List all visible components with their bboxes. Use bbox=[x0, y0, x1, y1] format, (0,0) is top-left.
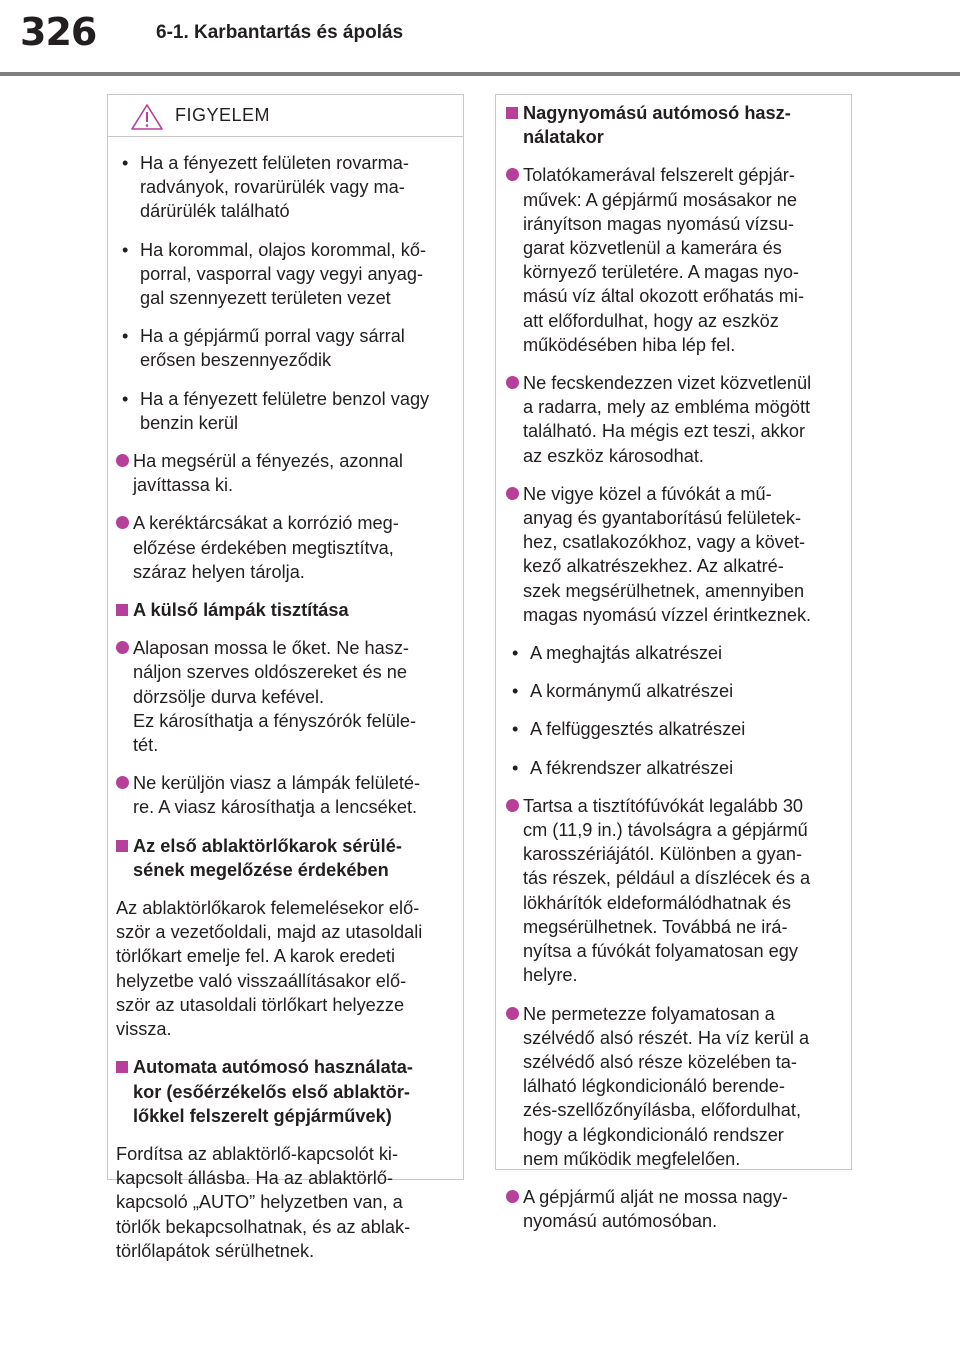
text-line: környező területére. A magas nyo- bbox=[523, 262, 799, 283]
text-line: náljon szerves oldószereket és ne bbox=[133, 662, 407, 683]
subheading bbox=[116, 598, 451, 622]
list-item: • Ha korommal, olajos korommal, kő- porral, vasporral vagy vegyi anyag- gal szennyezett területen vezet bbox=[122, 239, 427, 309]
text-line: kező alkatrészekhez. Az alkatré- bbox=[523, 556, 784, 577]
text-line: Ne permetezze folyamatosan a bbox=[523, 1003, 775, 1024]
warning-triangle-icon bbox=[130, 103, 164, 131]
text-line: Ha a gépjármű porral vagy sárral bbox=[140, 326, 405, 347]
text-line: garat közvetlenül a kamerára és bbox=[523, 238, 782, 259]
text-line: nem működik megfelelően. bbox=[523, 1148, 741, 1169]
text-line: A gépjármű alját ne mossa nagy- bbox=[523, 1186, 788, 1207]
list-item: • Ha a fényezett felületre benzol vagy benzin kerül bbox=[122, 388, 430, 433]
list-item bbox=[116, 636, 451, 757]
text-line: lökhárítók eldeformálódhatnak és bbox=[523, 892, 791, 913]
text-line: lálható légkondicionáló berende- bbox=[523, 1076, 785, 1097]
section-title: 6-1. Karbantartás és ápolás bbox=[156, 22, 404, 43]
text-line: nálatakor bbox=[523, 127, 604, 148]
text-line: A meghajtás alkatrészei bbox=[530, 643, 723, 664]
text-line: Ha korommal, olajos korommal, kő- bbox=[140, 239, 427, 260]
page-number: 326 bbox=[20, 10, 97, 54]
paragraph bbox=[116, 1142, 451, 1263]
text-line: nyítsa a fúvókát folyamatosan egy bbox=[523, 941, 798, 962]
list-item: • Ha a gépjármű porral vagy sárral erősen beszennyeződik bbox=[122, 326, 405, 371]
text-line: anyag és gyantaborítású felületek- bbox=[523, 508, 802, 529]
text-line: előzése érdekében megtisztítva, bbox=[133, 537, 394, 558]
text-line: vissza. bbox=[116, 1019, 172, 1040]
text-line: Az első ablaktörlőkarok sérülé- bbox=[133, 835, 402, 856]
list-item: • A meghajtás alkatrészei bbox=[512, 643, 723, 664]
list-item: • Ha a fényezett felületen rovarma- radványok, rovarürülék vagy ma- dárürülék található bbox=[122, 153, 409, 222]
list-item: • A felfüggesztés alkatrészei bbox=[512, 719, 746, 740]
text-line: törlők bekapcsolhatnak, és az ablak- bbox=[116, 1216, 411, 1237]
text-line: irányítson magas nyomású vízsu- bbox=[523, 213, 794, 234]
list-item bbox=[506, 794, 839, 988]
page-header bbox=[0, 0, 960, 80]
text-line: nyomású autómosóban. bbox=[523, 1211, 718, 1232]
text-line: kor (esőérzékelős első ablaktör- bbox=[133, 1081, 410, 1102]
text-line: Fordítsa az ablaktörlő-kapcsolót ki- bbox=[116, 1143, 399, 1164]
text-line: lőkkel felszerelt gépjárművek) bbox=[133, 1105, 392, 1126]
text-line: Ha a fényezett felületre benzol vagy bbox=[140, 388, 430, 409]
text-line: Ne kerüljön viasz a lámpák felületé- bbox=[133, 773, 421, 794]
text-line: karosszériájától. Különben a gyan- bbox=[523, 844, 803, 865]
text-line: A fékrendszer alkatrészei bbox=[530, 757, 734, 778]
text-line: működésében hiba lép fel. bbox=[523, 334, 736, 355]
text-line: Ha megsérül a fényezés, azonnal bbox=[133, 451, 403, 472]
subheading bbox=[116, 834, 451, 882]
text-line: Automata autómosó használata- bbox=[133, 1057, 413, 1078]
text-line: cm (11,9 in.) távolságra a gépjármű bbox=[523, 820, 808, 841]
text-line: helyzetbe való visszaállításakor elő- bbox=[116, 970, 407, 991]
text-line: porral, vasporral vagy vegyi anyag- bbox=[140, 263, 424, 284]
text-line: a radarra, mely az embléma mögött bbox=[523, 397, 811, 418]
warning-header bbox=[108, 95, 463, 137]
text-line: zés-szellőzőnyílásba, előfordulhat, bbox=[523, 1100, 802, 1121]
text-line: sének megelőzése érdekében bbox=[133, 859, 389, 880]
text-line: gal szennyezett területen vezet bbox=[140, 288, 391, 309]
list-item bbox=[506, 371, 839, 468]
subheading bbox=[506, 101, 839, 149]
text-line: A keréktárcsákat a korrózió meg- bbox=[133, 513, 399, 534]
text-line: található. Ha mégis ezt teszi, akkor bbox=[523, 421, 806, 442]
list-item: • A kormánymű alkatrészei bbox=[512, 681, 734, 702]
list-item bbox=[116, 771, 451, 819]
text-line: radványok, rovarürülék vagy ma- bbox=[140, 177, 405, 198]
text-line: dárürülék található bbox=[140, 201, 290, 222]
text-line: Alaposan mossa le őket. Ne hasz- bbox=[133, 638, 409, 659]
text-line: hogy a légkondicionáló rendszer bbox=[523, 1124, 784, 1145]
text-line: megsérülhetnek. Továbbá ne irá- bbox=[523, 916, 788, 937]
text-line: tás részek, például a díszlécek és a bbox=[523, 868, 811, 889]
subheading bbox=[116, 1055, 451, 1128]
list-item bbox=[506, 482, 839, 627]
text-line: ször a vezetőoldali, majd az utasoldali bbox=[116, 922, 423, 943]
text-line: törlőkart emelje fel. A karok eredeti bbox=[116, 946, 396, 967]
left-column bbox=[107, 94, 464, 1261]
text-line: Tartsa a tisztítófúvókát legalább 30 bbox=[523, 795, 804, 816]
right-column bbox=[495, 94, 852, 1232]
text-line: ször az utasoldali törlőkart helyezze bbox=[116, 994, 405, 1015]
text-line: Ne vigye közel a fúvókát a mű- bbox=[523, 483, 772, 504]
text-line: hez, csatlakozókhoz, vagy a követ- bbox=[523, 532, 806, 553]
text-line: A külső lámpák tisztítása bbox=[133, 600, 349, 621]
text-line: száraz helyen tárolja. bbox=[133, 561, 305, 582]
text-line: művek: A gépjármű mosásakor ne bbox=[523, 189, 797, 210]
text-line: benzin kerül bbox=[140, 412, 239, 433]
list-item bbox=[116, 511, 451, 584]
warning-label: FIGYELEM bbox=[175, 105, 271, 125]
list-item bbox=[506, 1185, 839, 1233]
list-item: • A fékrendszer alkatrészei bbox=[512, 757, 734, 778]
text-line: A felfüggesztés alkatrészei bbox=[530, 719, 746, 740]
text-line: kapcsoló „AUTO” helyzetben van, a bbox=[116, 1192, 403, 1213]
text-line: helyre. bbox=[523, 965, 578, 986]
list-item bbox=[116, 449, 451, 497]
text-line: magas nyomású vízzel érintkeznek. bbox=[523, 604, 812, 625]
text-line: tét. bbox=[133, 735, 159, 756]
text-line: mású víz által okozott erőhatás mi- bbox=[523, 286, 805, 307]
text-line: kapcsolt állásba. Ha az ablaktörlő- bbox=[116, 1168, 393, 1189]
header-rule bbox=[0, 72, 960, 76]
text-line: szélvédő alsó részét. Ha víz kerül a bbox=[523, 1027, 810, 1048]
list-item bbox=[506, 163, 839, 357]
text-line: erősen beszennyeződik bbox=[140, 350, 332, 371]
text-line: szélvédő alsó része közelében ta- bbox=[523, 1051, 797, 1072]
text-line: törlőlapátok sérülhetnek. bbox=[116, 1240, 315, 1261]
text-line: Ez károsíthatja a fényszórók felüle- bbox=[133, 710, 417, 731]
text-line: javíttassa ki. bbox=[133, 475, 234, 496]
text-line: re. A viasz károsíthatja a lencséket. bbox=[133, 797, 418, 818]
paragraph bbox=[116, 896, 451, 1041]
text-line: Az ablaktörlőkarok felemelésekor elő- bbox=[116, 898, 420, 919]
text-line: A kormánymű alkatrészei bbox=[530, 681, 734, 702]
text-line: Tolatókamerával felszerelt gépjár- bbox=[523, 165, 795, 186]
text-line: Nagynyomású autómosó hasz- bbox=[523, 103, 791, 123]
text-line: szek megsérülhetnek, amennyiben bbox=[523, 580, 805, 601]
text-line: az eszköz károsodhat. bbox=[523, 445, 704, 466]
text-line: dörzsölje durva kefével. bbox=[133, 686, 325, 707]
text-line: Ne fecskendezzen vizet közvetlenül bbox=[523, 373, 812, 394]
list-item bbox=[506, 1002, 839, 1171]
text-line: Ha a fényezett felületen rovarma- bbox=[140, 153, 409, 173]
text-line: att előfordulhat, hogy az eszköz bbox=[523, 310, 779, 331]
